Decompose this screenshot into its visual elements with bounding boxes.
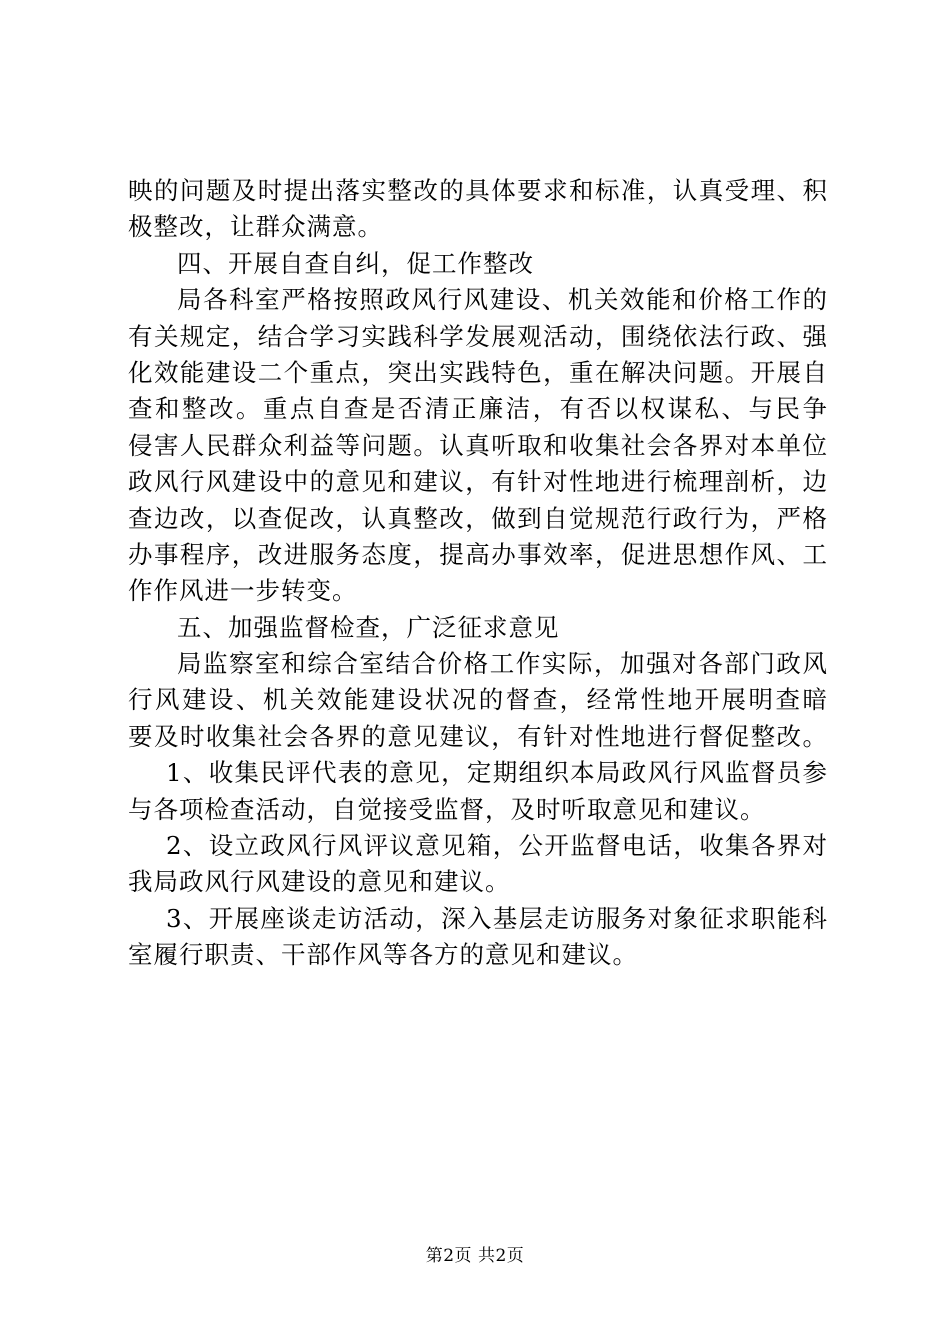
section-heading: 五、加强监督检查，广泛征求意见 <box>177 612 560 642</box>
list-item: 2、设立政风行风评议意见箱，公开监督电话，收集各界对 <box>166 831 828 861</box>
list-item: 1、收集民评代表的意见，定期组织本局政风行风监督员参 <box>166 758 828 788</box>
text-line: 查和整改。重点自查是否清正廉洁，有否以权谋私、与民争 <box>128 394 828 424</box>
text-line: 室履行职责、干部作风等各方的意见和建议。 <box>128 940 638 970</box>
section-heading: 四、开展自查自纠，促工作整改 <box>177 248 534 278</box>
text-line: 侵害人民群众利益等问题。认真听取和收集社会各界对本单位 <box>128 430 828 460</box>
text-line: 与各项检查活动，自觉接受监督，及时听取意见和建议。 <box>128 794 766 824</box>
text-line: 有关规定，结合学习实践科学发展观活动，围绕依法行政、强 <box>128 321 828 351</box>
text-line: 要及时收集社会各界的意见建议，有针对性地进行督促整改。 <box>128 721 828 751</box>
text-line: 查边改，以查促改，认真整改，做到自觉规范行政行为，严格 <box>128 503 828 533</box>
text-line: 我局政风行风建设的意见和建议。 <box>128 867 511 897</box>
text-line: 局监察室和综合室结合价格工作实际，加强对各部门政风 <box>177 649 828 679</box>
text-line: 政风行风建设中的意见和建议，有针对性地进行梳理剖析，边 <box>128 467 828 497</box>
text-line: 办事程序，改进服务态度，提高办事效率，促进思想作风、工 <box>128 539 828 569</box>
text-line: 极整改，让群众满意。 <box>128 212 383 242</box>
list-item: 3、开展座谈走访活动，深入基层走访服务对象征求职能科 <box>166 903 828 933</box>
text-line: 行风建设、机关效能建设状况的督查，经常性地开展明查暗 <box>128 685 828 715</box>
text-line: 化效能建设二个重点，突出实践特色，重在解决问题。开展自 <box>128 357 828 387</box>
body-text <box>128 173 828 974</box>
page-number-footer: 第2页 共2页 <box>425 1246 525 1266</box>
text-line: 映的问题及时提出落实整改的具体要求和标准，认真受理、积 <box>128 176 828 205</box>
text-line: 局各科室严格按照政风行风建设、机关效能和价格工作的 <box>177 285 828 315</box>
text-line: 作作风进一步转变。 <box>128 576 358 606</box>
